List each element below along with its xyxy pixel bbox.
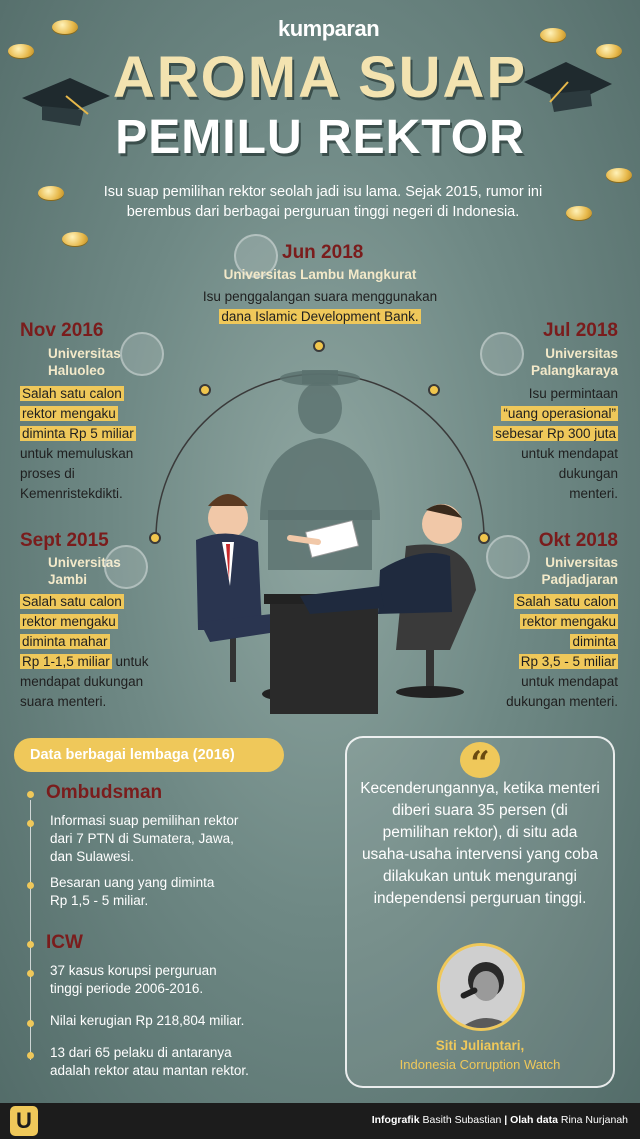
quote-text: Kecenderungannya, ketika menteri diberi suara 35 persen (di pemilihan rektor), di situ ada usaha-usaha intervensi yang coba dilakukan untuk mengurangi independensi perguruan tinggi. — [360, 780, 600, 907]
coin-icon — [62, 232, 88, 246]
event-description: Salah satu calon rektor mengaku diminta Rp 5 miliar untuk memuluskan proses di Kemenristekdikti. — [20, 386, 134, 501]
bullet-text: 13 dari 65 pelaku di antaranya adalah rektor atau mantan rektor. — [50, 1045, 249, 1078]
coin-icon — [38, 186, 64, 200]
coin-icon — [52, 20, 78, 34]
speaker-org: Indonesia Corruption Watch — [399, 1057, 561, 1072]
org-name-ombudsman: Ombudsman — [46, 782, 163, 803]
event-university: Universitas Haluoleo — [48, 346, 121, 378]
speaker-photo — [437, 943, 525, 1031]
event-date: Jun 2018 — [282, 242, 364, 263]
speaker-name: Siti Juliantari, — [435, 1038, 525, 1053]
event-description: Isu penggalangan suara menggunakan dana Islamic Development Bank. — [202, 289, 438, 324]
quote-mark-icon: “ — [460, 742, 500, 778]
event-date: Okt 2018 — [538, 530, 618, 551]
page-subtitle: PEMILU REKTOR — [115, 111, 525, 164]
event-university: Universitas Padjadjaran — [541, 555, 618, 587]
kumparan-logo-icon: U — [10, 1106, 38, 1136]
bullet-text: Besaran uang yang diminta Rp 1,5 - 5 miliar. — [50, 875, 215, 908]
footer-credit: Infografik Basith Subastian | Olah data Rina Nurjanah — [371, 1114, 628, 1126]
event-university: Universitas Lambu Mangkurat — [223, 267, 417, 282]
event-description: Salah satu calon rektor mengaku diminta mahar Rp 1-1,5 miliar untuk mendapat dukungan suara menteri. — [20, 594, 149, 709]
event-description: Isu permintaan “uang operasional” sebesar Rp 300 juta untuk mendapat dukungan menteri. — [495, 386, 618, 501]
bullet-dot — [27, 1020, 34, 1027]
bullet-dot — [27, 1052, 34, 1059]
page-title: AROMA SUAP — [112, 45, 528, 110]
intro-text: Isu suap pemilihan rektor seolah jadi isu lama. Sejak 2015, rumor ini berembus dari berbagai perguruan tinggi negeri di Indonesia. — [103, 184, 543, 220]
event-date: Nov 2016 — [20, 320, 104, 341]
coin-icon — [566, 206, 592, 220]
bullet-dot — [27, 941, 34, 948]
event-date: Jul 2018 — [543, 320, 618, 341]
bullet-dot — [27, 882, 34, 889]
event-date: Sept 2015 — [20, 530, 109, 551]
university-seal-icon — [480, 332, 524, 376]
data-section-header: Data berbagai lembaga (2016) — [14, 738, 284, 772]
org-name-icw: ICW — [46, 932, 83, 953]
event-description: Salah satu calon rektor mengaku diminta Rp 3,5 - 5 miliar untuk mendapat dukungan menteri. — [506, 594, 618, 709]
brand-logo: kumparan — [278, 16, 380, 41]
bullet-text: Nilai kerugian Rp 218,804 miliar. — [50, 1013, 245, 1028]
coin-icon — [540, 28, 566, 42]
bribery-illustration — [150, 350, 490, 720]
bullet-dot — [27, 820, 34, 827]
university-seal-icon — [120, 332, 164, 376]
university-seal-icon — [104, 545, 148, 589]
coin-icon — [606, 168, 632, 182]
university-seal-icon — [486, 535, 530, 579]
event-university: Universitas Palangkaraya — [530, 346, 618, 378]
event-university: Universitas Jambi — [48, 555, 121, 587]
bullet-text: 37 kasus korupsi perguruan tinggi periode 2006-2016. — [50, 963, 217, 996]
bullet-dot — [27, 970, 34, 977]
bullet-dot — [27, 791, 34, 798]
bullet-text: Informasi suap pemilihan rektor dari 7 PTN di Sumatera, Jawa, dan Sulawesi. — [50, 813, 239, 864]
